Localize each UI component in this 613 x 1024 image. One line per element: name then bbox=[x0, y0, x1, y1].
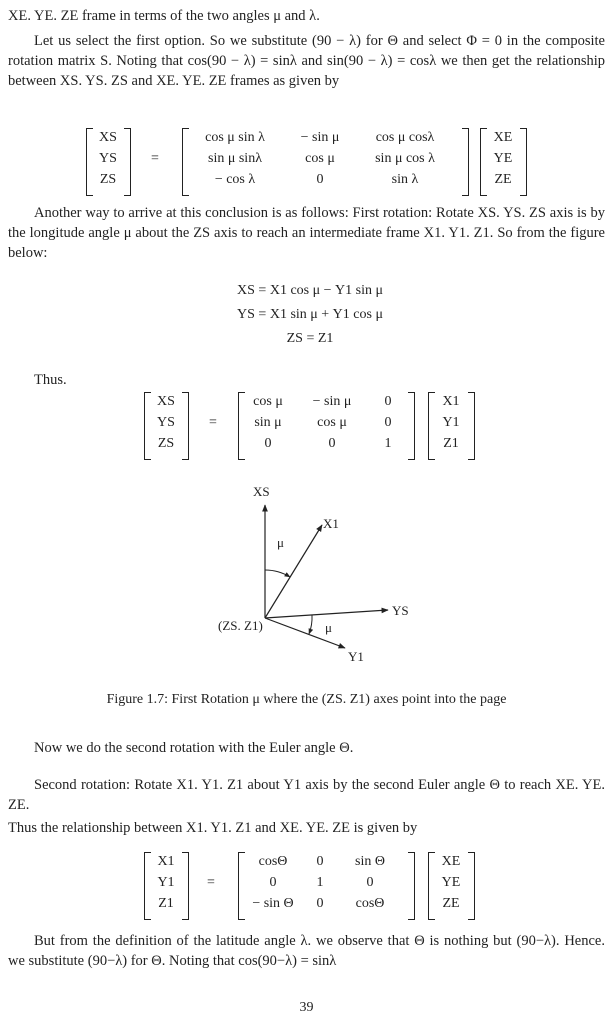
eq3-m00: cos μ bbox=[253, 394, 283, 409]
eq1-lhs-1: YS bbox=[99, 151, 117, 166]
paragraph-first-option: Let us select the first option. So we substitute (90 − λ) for Θ and select Φ = 0 in the composite rotation matrix S. Noting that cos(90 − λ) = sinλ and sin(90 − λ) = cosλ we then get the relationship between XS. YS. ZS and XE. YE. ZE frames as given by bbox=[8, 33, 605, 89]
paragraph-relationship: Thus the relationship between X1. Y1. Z1 and XE. YE. ZE is given by bbox=[8, 820, 418, 836]
text-line-top: XE. YE. ZE frame in terms of the two angles μ and λ. bbox=[8, 8, 320, 24]
eq4-lhs-2: Z1 bbox=[158, 896, 174, 911]
eq1-m20: − cos λ bbox=[214, 172, 256, 187]
eq4-m20: − sin Θ bbox=[252, 896, 294, 911]
eq1-lhs-2: ZS bbox=[99, 172, 117, 187]
equation-first-rotation-lines bbox=[150, 283, 470, 353]
eq1-m11: cos μ bbox=[305, 151, 335, 166]
ys-label: YS bbox=[392, 603, 409, 618]
eq4-m21: 0 bbox=[316, 896, 324, 911]
equals-sign: = bbox=[151, 151, 159, 166]
paragraph-another-way: Another way to arrive at this conclusion is as follows: First rotation: Rotate XS. YS. ZS axis is by the longitude angle μ about the ZS axis to reach an intermediate frame X1. Y1. Z1. So from the figure below: bbox=[8, 205, 605, 261]
eq1-m02: cos μ cosλ bbox=[375, 130, 435, 145]
page-number: 39 bbox=[299, 1000, 314, 1015]
eq1-m01: − sin μ bbox=[300, 130, 340, 145]
eq3-m02: 0 bbox=[384, 394, 392, 409]
eq1-rhs-0: XE bbox=[493, 130, 513, 145]
eq4-rhs-2: ZE bbox=[442, 896, 460, 911]
eq3-m11: cos μ bbox=[317, 415, 347, 430]
eq1-rhs-1: YE bbox=[493, 151, 513, 166]
equation-first-rotation-matrix bbox=[138, 392, 498, 460]
eq3-m21: 0 bbox=[328, 436, 336, 451]
eq4-m11: 1 bbox=[316, 875, 324, 890]
ys-axis bbox=[265, 610, 388, 618]
eq3-m12: 0 bbox=[384, 415, 392, 430]
eq1-m10: sin μ sinλ bbox=[208, 151, 262, 166]
eq3-rhs-0: X1 bbox=[442, 394, 460, 409]
eq2-line-0: XS = X1 cos μ − Y1 sin μ bbox=[237, 283, 383, 298]
eq4-lhs-0: X1 bbox=[157, 854, 175, 869]
eq3-m10: sin μ bbox=[254, 415, 282, 430]
figure-caption: Figure 1.7: First Rotation μ where the (ZS. Z1) axes point into the page bbox=[106, 692, 507, 707]
eq1-rhs-2: ZE bbox=[494, 172, 512, 187]
eq3-rhs-2: Z1 bbox=[443, 436, 459, 451]
rotation-figure bbox=[0, 470, 613, 680]
eq2-line-1: YS = X1 sin μ + Y1 cos μ bbox=[237, 307, 383, 322]
xs-label: XS bbox=[253, 484, 270, 499]
mu-arc-bottom bbox=[309, 615, 312, 634]
eq3-lhs-1: YS bbox=[157, 415, 175, 430]
eq1-m12: sin μ cos λ bbox=[375, 151, 435, 166]
y1-axis bbox=[265, 618, 345, 648]
eq4-m10: 0 bbox=[269, 875, 277, 890]
eq3-m01: − sin μ bbox=[312, 394, 352, 409]
eq4-rhs-0: XE bbox=[441, 854, 461, 869]
y1-label: Y1 bbox=[348, 649, 364, 664]
eq4-m00: cosΘ bbox=[258, 854, 288, 869]
equation-second-rotation-matrix bbox=[138, 852, 498, 920]
zs-label: (ZS. Z1) bbox=[218, 618, 263, 633]
eq1-m22: sin λ bbox=[391, 172, 419, 187]
paragraph-second-rotation-intro: Now we do the second rotation with the Euler angle Θ. bbox=[34, 740, 354, 756]
x1-axis bbox=[265, 525, 322, 618]
eq3-lhs-2: ZS bbox=[157, 436, 175, 451]
paragraph-second-rotation: Second rotation: Rotate X1. Y1. Z1 about Y1 axis by the second Euler angle Θ to reach XE. YE. ZE. bbox=[8, 777, 605, 813]
eq1-m21: 0 bbox=[316, 172, 324, 187]
text-thus: Thus. bbox=[34, 372, 67, 388]
eq4-m12: 0 bbox=[366, 875, 374, 890]
eq4-m01: 0 bbox=[316, 854, 324, 869]
paragraph-latitude: But from the definition of the latitude angle λ. we observe that Θ is nothing but (90−λ). Hence. we substitute (90−λ) for Θ. Noting that cos(90−λ) = sinλ bbox=[8, 933, 605, 969]
equals-sign: = bbox=[207, 875, 215, 890]
x1-label: X1 bbox=[323, 516, 339, 531]
mu-arc-top bbox=[265, 570, 290, 577]
eq4-m02: sin Θ bbox=[355, 854, 385, 869]
eq4-rhs-1: YE bbox=[441, 875, 461, 890]
mu-label-top: μ bbox=[277, 535, 284, 550]
eq2-line-2: ZS = Z1 bbox=[286, 331, 334, 346]
eq3-rhs-1: Y1 bbox=[442, 415, 460, 430]
eq3-m20: 0 bbox=[264, 436, 272, 451]
eq1-m00: cos μ sin λ bbox=[205, 130, 265, 145]
eq3-m22: 1 bbox=[384, 436, 392, 451]
mu-label-bottom: μ bbox=[325, 620, 332, 635]
eq4-lhs-1: Y1 bbox=[157, 875, 175, 890]
eq4-m22: cosΘ bbox=[355, 896, 385, 911]
equation-composite-matrix bbox=[80, 128, 560, 196]
equals-sign: = bbox=[209, 415, 217, 430]
eq3-lhs-0: XS bbox=[157, 394, 175, 409]
eq1-lhs-0: XS bbox=[99, 130, 117, 145]
